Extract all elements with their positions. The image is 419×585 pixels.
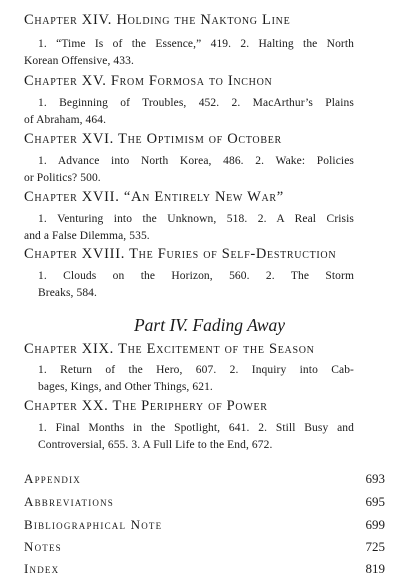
back-matter-page: 819 — [365, 561, 385, 576]
back-matter-label: Appendix — [24, 471, 81, 486]
part-title: Part IV. Fading Away — [133, 315, 286, 335]
back-matter-row — [24, 539, 385, 555]
chapter-heading: Chapter XX. The Periphery of Power — [24, 398, 268, 414]
back-matter-label: Abbreviations — [24, 494, 114, 509]
chapter-sections-line: of Abraham, 464. — [24, 114, 107, 126]
chapter-sections-line: bages, Kings, and Other Things, 621. — [38, 381, 213, 393]
chapter-sections-line: Korean Offensive, 433. — [24, 55, 134, 67]
chapter-sections-line: Controversial, 655. 3. A Full Life to the End, 672. — [38, 439, 273, 451]
chapter-sections-line: 1. Final Months in the Spotlight, 641. 2. Still Busy and — [38, 422, 354, 434]
chapter-heading: Chapter XIV. Holding the Naktong Line — [24, 12, 291, 28]
back-matter-label: Notes — [24, 539, 62, 554]
chapter-heading: Chapter XVIII. The Furies of Self-Destruction — [24, 246, 337, 262]
chapter-sections-line: or Politics? 500. — [24, 172, 101, 184]
chapter-sections-line: 1. Venturing into the Unknown, 518. 2. A Real Crisis — [38, 213, 354, 225]
chapter-sections-line: 1. Beginning of Troubles, 452. 2. MacArthur’s Plains — [38, 97, 354, 109]
chapter-sections-line: 1. Advance into North Korea, 486. 2. Wake: Policies — [38, 155, 354, 167]
chapter-heading: Chapter XV. From Formosa to Inchon — [24, 73, 273, 89]
back-matter-page: 695 — [365, 494, 385, 509]
chapter-sections-line: 1. “Time Is of the Essence,” 419. 2. Halting the North — [38, 38, 354, 50]
chapter-sections-line: and a False Dilemma, 535. — [24, 230, 150, 242]
back-matter-row — [24, 561, 385, 577]
back-matter-label: Bibliographical Note — [24, 517, 163, 532]
back-matter-row — [24, 471, 385, 487]
back-matter-row — [24, 494, 385, 510]
back-matter-page: 725 — [365, 539, 385, 554]
back-matter-row — [24, 517, 385, 533]
chapter-heading: Chapter XVI. The Optimism of October — [24, 131, 282, 147]
chapter-heading: Chapter XIX. The Excitement of the Season — [24, 341, 315, 357]
chapter-heading: Chapter XVII. “An Entirely New War” — [24, 189, 284, 205]
back-matter-page: 693 — [365, 471, 385, 486]
back-matter-label: Index — [24, 561, 60, 576]
chapter-sections-line: 1. Return of the Hero, 607. 2. Inquiry into Cab- — [38, 364, 354, 376]
chapter-sections-line: Breaks, 584. — [38, 287, 98, 299]
chapter-sections-line: 1. Clouds on the Horizon, 560. 2. The Storm — [38, 270, 354, 282]
back-matter-page: 699 — [365, 517, 385, 532]
